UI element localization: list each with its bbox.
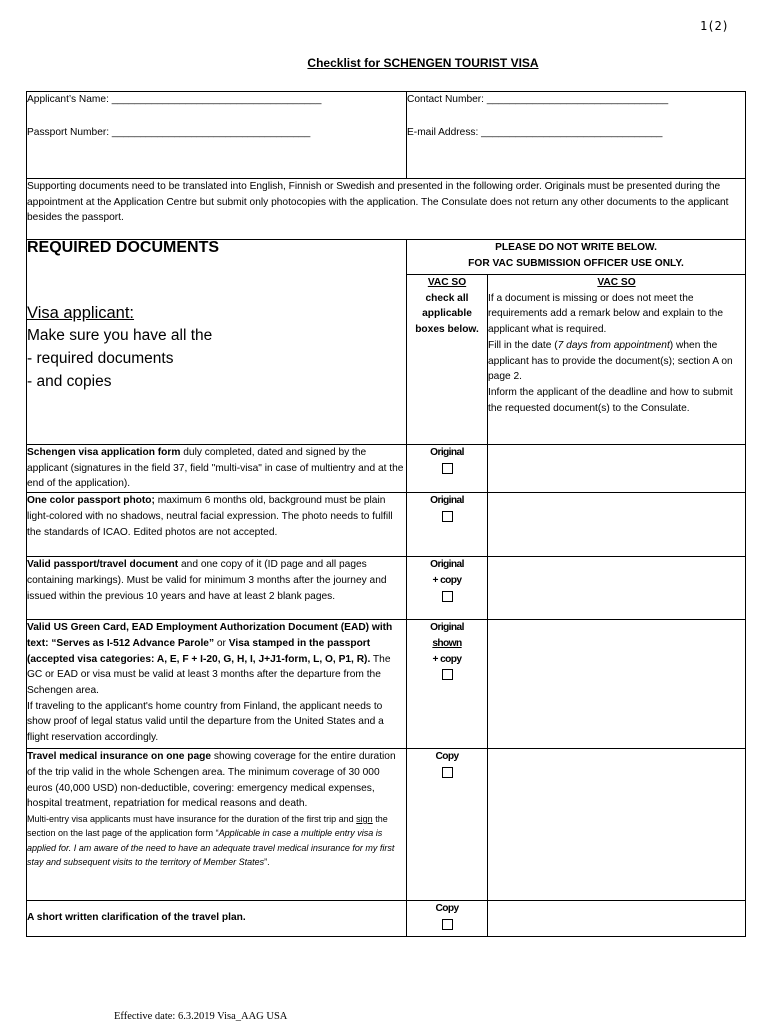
requirement-label: Original	[430, 447, 464, 458]
passport-number-field[interactable]: Passport Number: ___________________________________	[27, 126, 311, 138]
document-description: Valid US Green Card, EAD Employment Authorization Document (EAD) with text: “Serves as I-512 Advance Parole” or Visa stamped in the passport (accepted visa categories: A, E, F + I-20, G, H, I, J+J1-form, L, O, P1, R). The GC or EAD or visa must be valid at least 3 months after the departure from the Schengen area. If traveling to the applicant's home country from Finland, the applicant needs to show proof of legal status valid until the departure from the United States and a flight reservation accordingly.	[27, 620, 407, 749]
table-row	[27, 749, 746, 901]
vacso-title: VAC SO	[427, 277, 467, 288]
checkbox[interactable]	[442, 463, 453, 474]
applicant-fields-right	[407, 92, 746, 179]
check-cell	[407, 445, 488, 493]
checkbox[interactable]	[442, 591, 453, 602]
table-row	[27, 557, 746, 620]
header-row	[27, 240, 746, 275]
checkbox[interactable]	[442, 669, 453, 680]
requirement-label: Copy	[435, 751, 459, 763]
document-description: A short written clarification of the travel plan.	[27, 901, 407, 936]
remarks-cell[interactable]	[488, 620, 746, 749]
remarks-cell[interactable]	[488, 493, 746, 557]
remarks-cell[interactable]	[488, 901, 746, 936]
checkbox[interactable]	[442, 919, 453, 930]
checklist-table	[26, 91, 746, 937]
requirement-label: Original	[430, 495, 464, 507]
requirement-label-copy: + copy	[432, 574, 462, 586]
document-title: Checklist for SCHENGEN TOURIST VISA	[307, 56, 539, 70]
remarks-cell[interactable]	[488, 445, 746, 493]
vacso-remarks-title: VAC SO	[597, 277, 636, 288]
required-documents-header	[27, 240, 407, 445]
table-row	[27, 445, 746, 493]
instruction-line-3: - and copies	[27, 372, 112, 390]
vacso-remarks-text-2: Fill in the date (7 days from appointment) when the applicant has to provide the document(s); section A on page 2.	[488, 339, 733, 383]
supporting-documents-text: Supporting documents need to be translated into English, Finnish or Swedish and presented in the following order. Originals must be presented during the appointment at the Application Centre but submit only photocopies with the application. The Consulate does not return any other documents to the applicant besides the passport.	[27, 179, 746, 240]
vacso-remarks-text-3: Inform the applicant of the deadline and how to submit the requested document(s) to the Consulate.	[488, 386, 733, 414]
applicant-info-row	[27, 92, 746, 179]
supporting-row	[27, 179, 746, 240]
required-documents-title: REQUIRED DOCUMENTS	[27, 239, 220, 256]
office-use-header	[407, 240, 746, 275]
applicant-fields-left	[27, 92, 407, 179]
check-cell	[407, 493, 488, 557]
table-row	[27, 620, 746, 749]
instruction-line-2: - required documents	[27, 349, 174, 367]
document-description: One color passport photo; maximum 6 months old, background must be plain light-colored with no shadows, neutral facial expression. The photo needs to fulfill the standards of ICAO. Edited photos are not accepted.	[27, 493, 407, 557]
vacso-remarks-text-1: If a document is missing or does not meet the requirements add a remark below and explain to the applicant what is required.	[488, 292, 724, 336]
check-cell	[407, 620, 488, 749]
checkbox[interactable]	[442, 511, 453, 522]
instruction-line-1: Make sure you have all the	[27, 326, 213, 344]
remarks-cell[interactable]	[488, 749, 746, 901]
requirement-label-shown: shown	[432, 637, 462, 649]
visa-applicant-label: Visa applicant:	[27, 303, 135, 322]
checkbox[interactable]	[442, 767, 453, 778]
office-use-line-1: PLEASE DO NOT WRITE BELOW.	[495, 242, 657, 253]
document-description: Schengen visa application form duly completed, dated and signed by the applicant (signatures in the field 37, field "multi-visa" in case of multientry and at the end of the application).	[27, 445, 407, 493]
requirement-label: Copy	[435, 903, 459, 915]
check-cell	[407, 557, 488, 620]
requirement-label-copy: + copy	[432, 653, 462, 665]
office-use-line-2: FOR VAC SUBMISSION OFFICER USE ONLY.	[468, 257, 684, 269]
vacso-check-column-header	[407, 275, 488, 445]
requirement-label: Original	[430, 559, 464, 571]
vacso-instruction: check all applicable boxes below.	[415, 292, 479, 336]
document-description: Valid passport/travel document and one copy of it (ID page and all pages containing markings). Must be valid for minimum 3 months after the journey and issued within the previous 10 years and have at least 2 blank pages.	[27, 557, 407, 620]
check-cell	[407, 749, 488, 901]
table-row	[27, 493, 746, 557]
email-field[interactable]: E-mail Address: ________________________________	[407, 126, 663, 138]
requirement-label: Original	[430, 622, 464, 634]
table-row	[27, 901, 746, 936]
effective-date-footer: Effective date: 6.3.2019 Visa_AAG USA	[114, 1011, 288, 1022]
page-number: 1(2)	[700, 19, 729, 33]
remarks-cell[interactable]	[488, 557, 746, 620]
applicant-name-field[interactable]: Applicant’s Name: _____________________________________	[27, 94, 322, 105]
check-cell	[407, 901, 488, 936]
contact-number-field[interactable]: Contact Number: ________________________________	[407, 94, 669, 105]
document-description: Travel medical insurance on one page showing coverage for the entire duration of the trip valid in the whole Schengen area. The minimum coverage of 30 000 euros (40,000 USD) non-deductible, covering: emergency medical expenses, hospital treatment, repatriation for medical reasons and death. Multi-entry visa applicants must have insurance for the duration of the first trip and sign the section on the last page of the application form “Applicable in case a multiple entry visa is applied for. I am aware of the need to have an adequate travel medical insurance for my first stay and subsequent visits to the territory of Member States”.	[27, 749, 407, 901]
vacso-remarks-header	[488, 275, 746, 445]
